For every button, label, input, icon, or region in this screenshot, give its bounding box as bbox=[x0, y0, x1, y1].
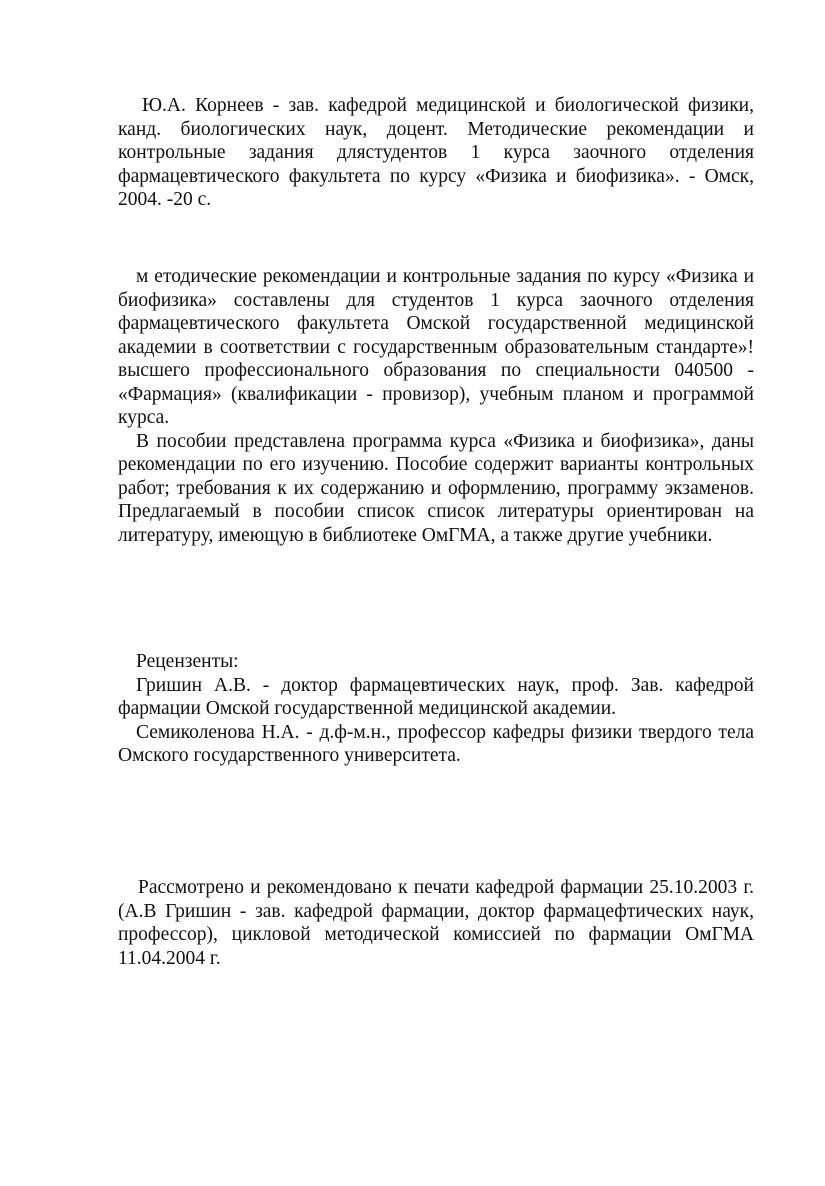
bibliographic-citation bbox=[118, 94, 754, 212]
abstract-section bbox=[118, 265, 754, 547]
citation-text: Ю.А. Корнеев - зав. кафедрой медицинской и биологической физики, канд. биологических наук, доцент. Методические рекомендации и контрольные задания длястудентов 1 курса заочного отделения фармацевтического факультета по курсу «Физика и биофизика». - Омск, 2004. -20 с. bbox=[118, 95, 754, 210]
approval-note bbox=[118, 876, 754, 970]
approval-text: Рассмотрено и рекомендовано к печати кафедрой фармации 25.10.2003 г. (А.В Гришин - зав. кафедрой фармации, доктор фармацефтических наук, профессор), цикловой методической комиссией по фармации ОмГМА 11.04.2004 г. bbox=[118, 877, 754, 969]
abstract-paragraph-2: В пособии представлена программа курса «Физика и биофизика», даны рекомендации по его изучению. Пособие содержит варианты контрольных работ; требования к их содержанию и оформлению, программу экзаменов. Предлагаемый в пособии список список литературы ориентирован на литературу, имеющую в библиотеке ОмГМА, а также другие учебники. bbox=[118, 430, 754, 546]
abstract-paragraph-1: м етодические рекомендации и контрольные задания по курсу «Физика и биофизика» составлены для студентов 1 курса заочного отделения фармацевтического факультета Омской государственной медицинской академии в соответствии с государственным образовательным стандарте»! высшего профессионального образования по специальности 040500 - «Фармация» (квалификации - провизор), учебным планом и программой курса. bbox=[118, 266, 754, 428]
reviewers-heading: Рецензенты: bbox=[136, 651, 239, 672]
reviewers-section bbox=[118, 650, 754, 768]
reviewer-item-1: Гришин А.В. - доктор фармацевтических наук, проф. Зав. кафедрой фармации Омской государственной медицинской академии. bbox=[118, 674, 754, 719]
reviewer-item-2: Семиколенова Н.А. - д.ф-м.н., профессор кафедры физики твердого тела Омского государственного университета. bbox=[118, 721, 754, 766]
